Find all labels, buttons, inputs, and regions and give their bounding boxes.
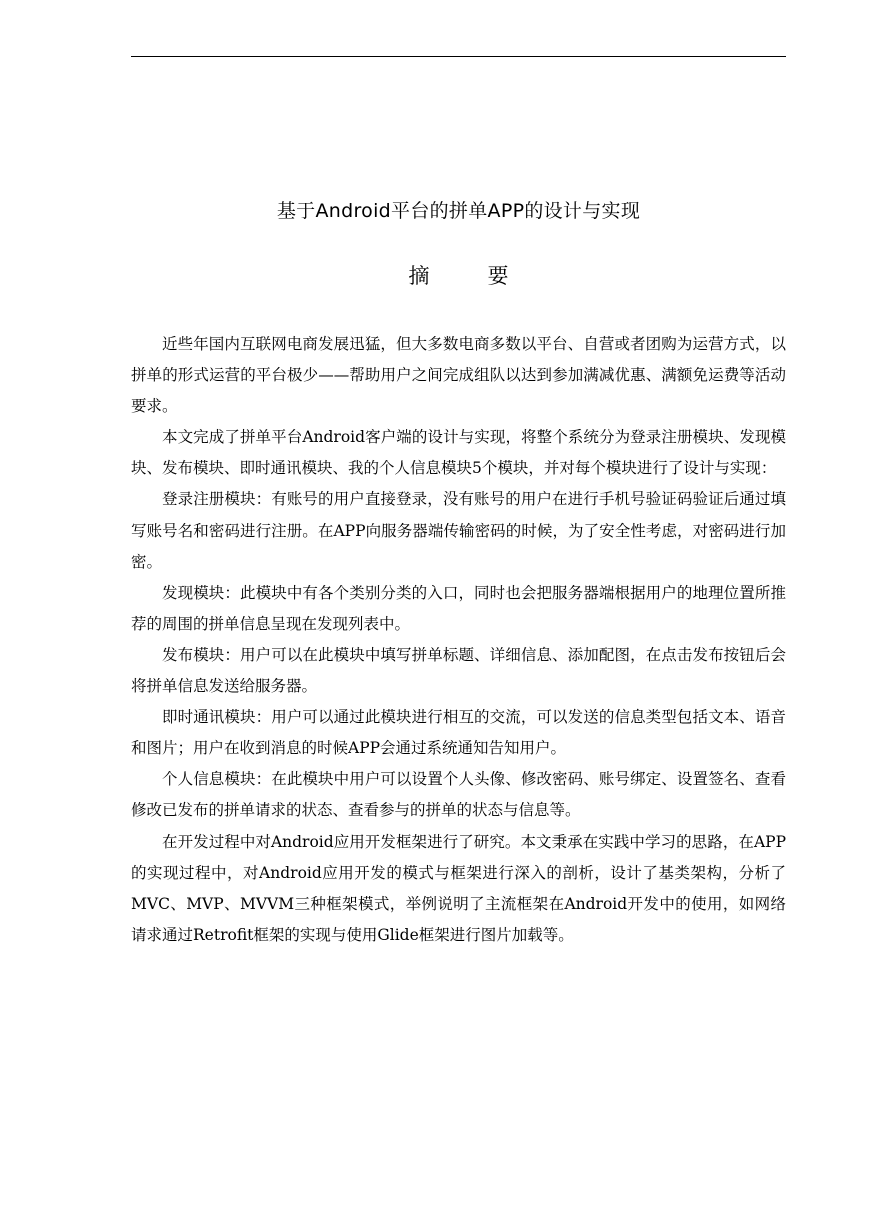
abstract-heading: 摘要 xyxy=(408,264,567,288)
abstract-paragraph: 即时通讯模块：用户可以通过此模块进行相互的交流，可以发送的信息类型包括文本、语音和图片；用户在收到消息的时候APP会通过系统通知告知用户。 xyxy=(131,708,786,758)
abstract-paragraph: 近些年国内互联网电商发展迅猛，但大多数电商多数以平台、自营或者团购为运营方式，以拼单的形式运营的平台极少——帮助用户之间完成组队以达到参加满减优惠、满额免运费等活动要求。 xyxy=(131,335,786,416)
abstract-paragraph: 发现模块：此模块中有各个类别分类的入口，同时也会把服务器端根据用户的地理位置所推荐的周围的拼单信息呈现在发现列表中。 xyxy=(131,583,786,633)
abstract-paragraph: 登录注册模块：有账号的用户直接登录，没有账号的用户在进行手机号验证码验证后通过填写账号名和密码进行注册。在APP向服务器端传输密码的时候，为了安全性考虑，对密码进行加密。 xyxy=(131,490,786,571)
abstract-body xyxy=(131,329,786,951)
abstract-paragraph: 个人信息模块：在此模块中用户可以设置个人头像、修改密码、账号绑定、设置签名、查看修改已发布的拼单请求的状态、查看参与的拼单的状态与信息等。 xyxy=(131,770,786,820)
abstract-paragraph: 发布模块：用户可以在此模块中填写拼单标题、详细信息、添加配图，在点击发布按钮后会将拼单信息发送给服务器。 xyxy=(131,645,786,696)
paper-title: 基于Android平台的拼单APP的设计与实现 xyxy=(276,200,641,222)
header-rule xyxy=(131,56,786,57)
abstract-paragraph: 在开发过程中对Android应用开发框架进行了研究。本文秉承在实践中学习的思路，在APP的实现过程中，对Android应用开发的模式与框架进行深入的剖析，设计了基类架构，分析了MVC、MVP、MVVM三种框架模式，举例说明了主流框架在Android开发中的使用，如网络请求通过Retrofit框架的实现与使用Glide框架进行图片加载等。 xyxy=(131,832,786,944)
abstract-paragraph: 本文完成了拼单平台Android客户端的设计与实现，将整个系统分为登录注册模块、发现模块、发布模块、即时通讯模块、我的个人信息模块5个模块，并对每个模块进行了设计与实现： xyxy=(131,428,786,478)
